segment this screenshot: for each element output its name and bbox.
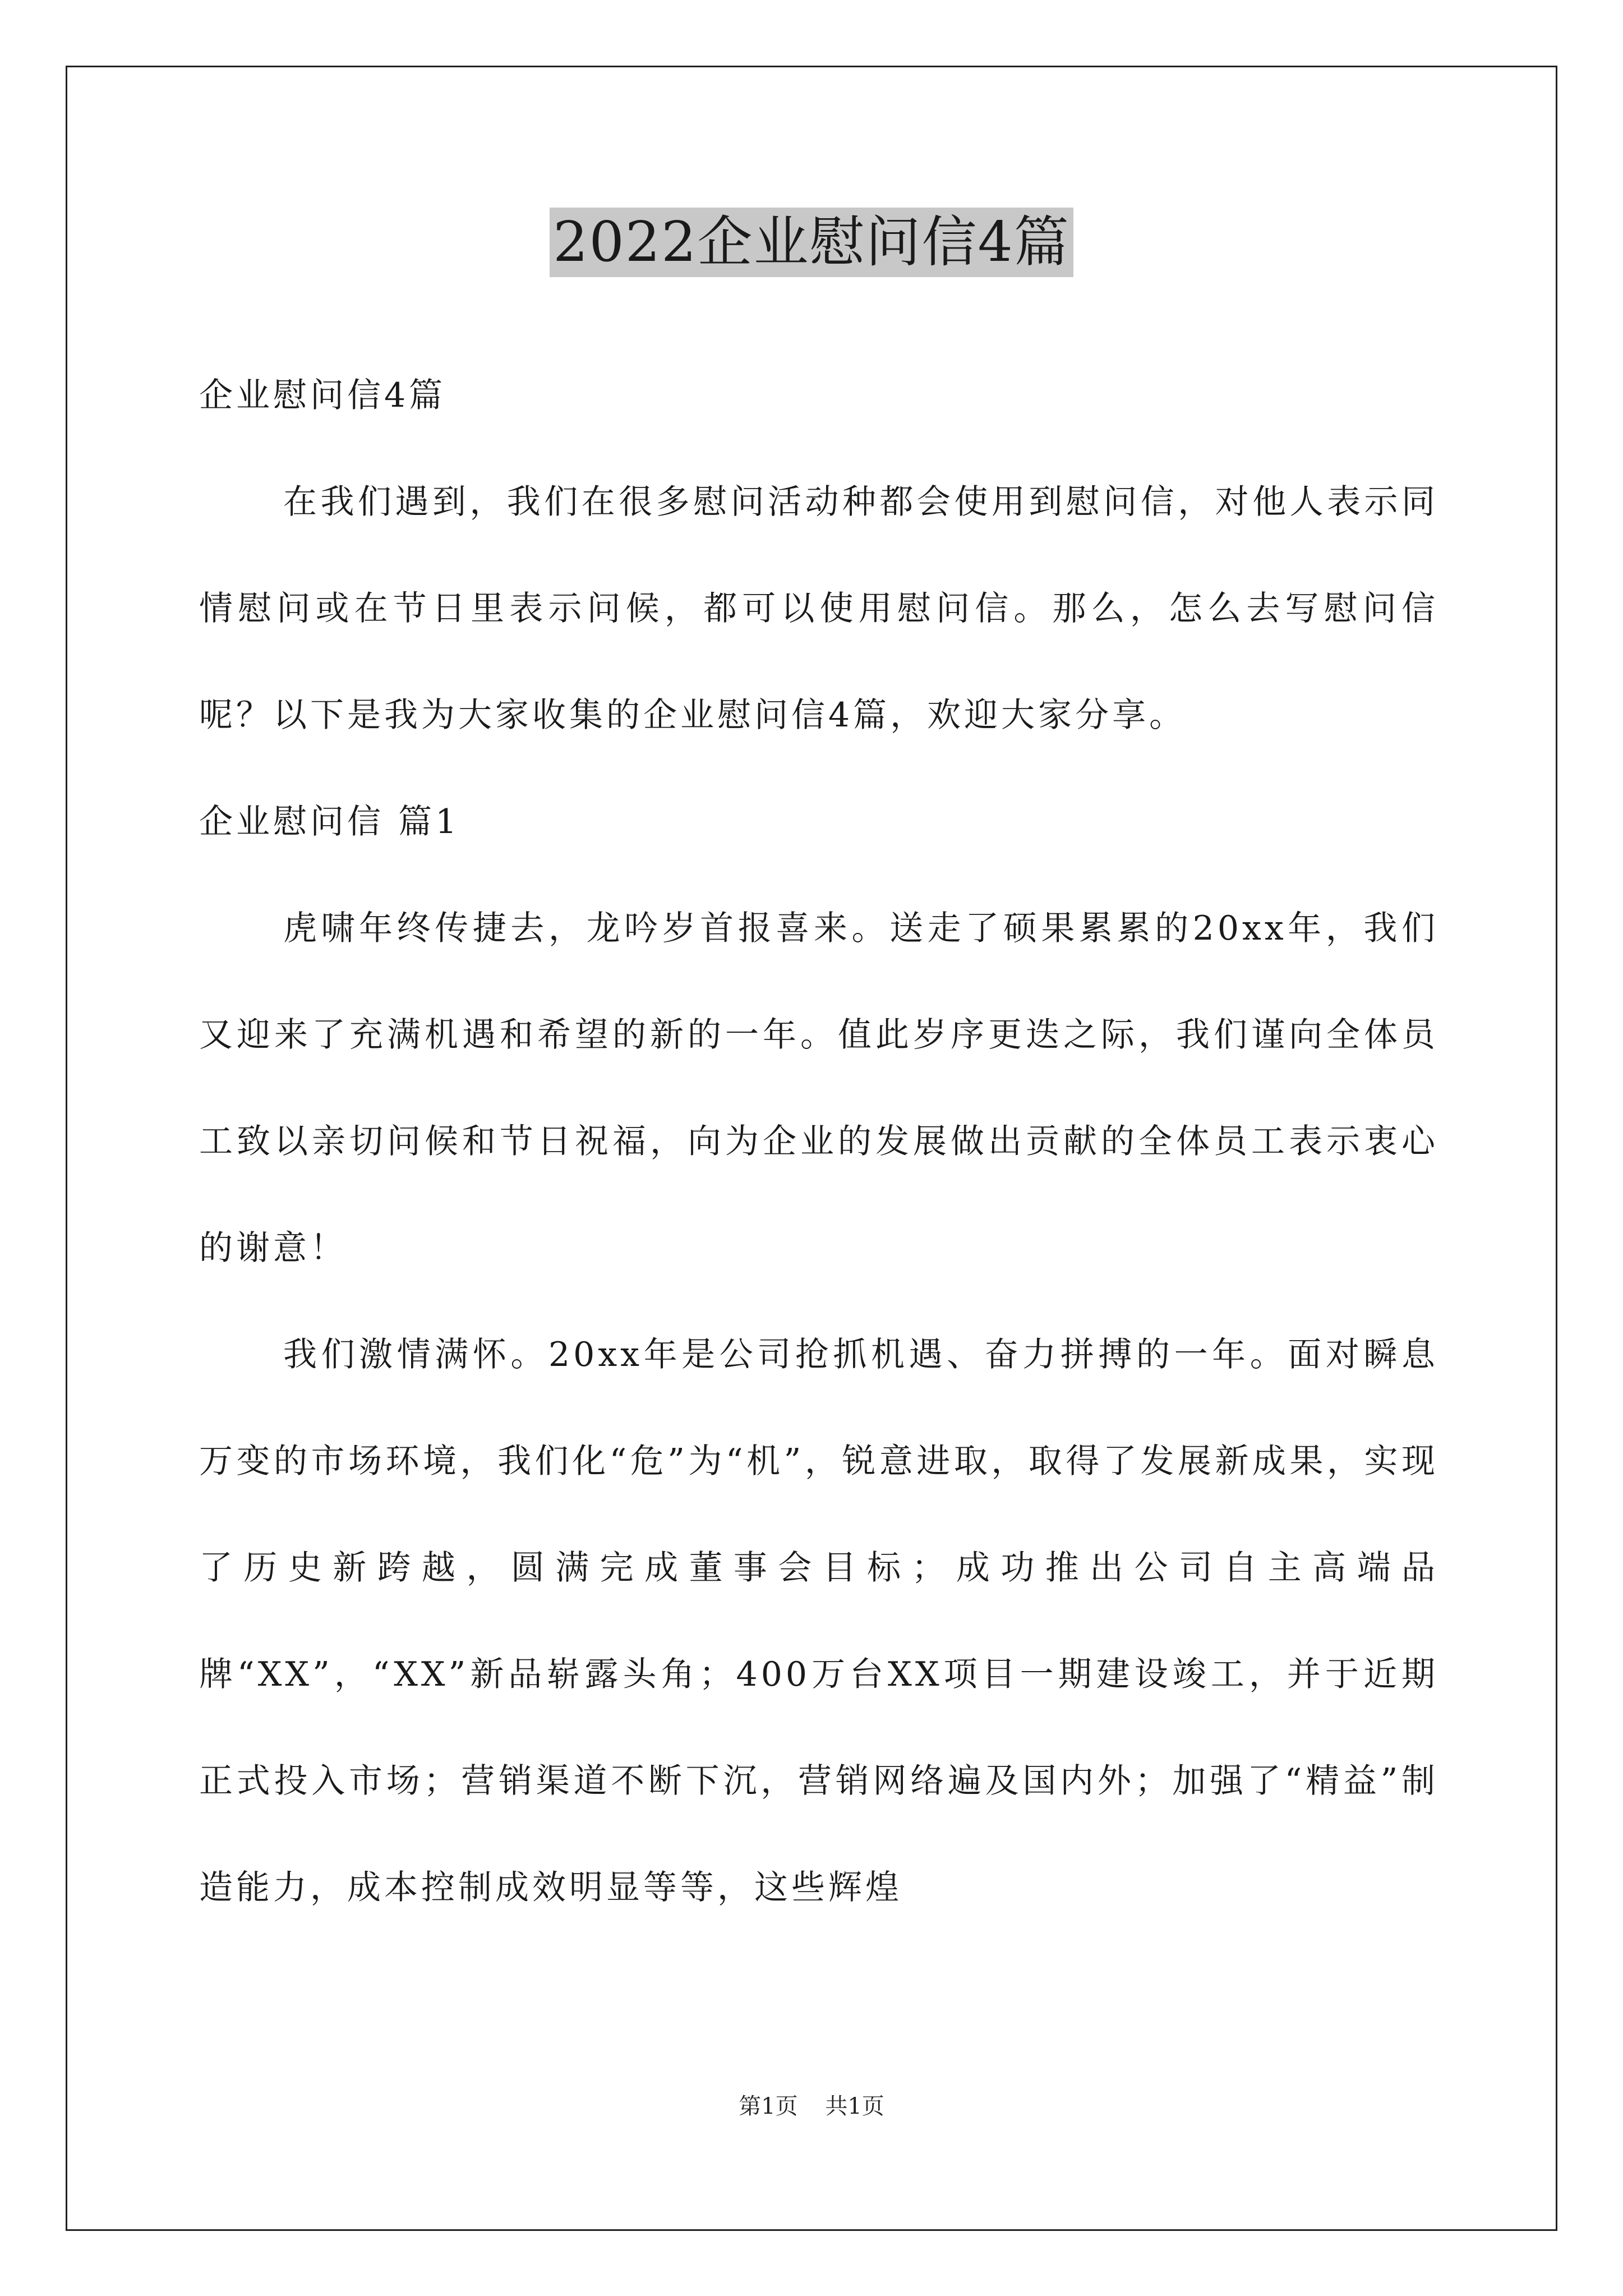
document-body xyxy=(199,342,1438,1941)
page-number: 第1页 xyxy=(739,2093,798,2119)
document-title: 2022企业慰问信4篇 xyxy=(550,208,1073,277)
paragraph-intro: 在我们遇到，我们在很多慰问活动种都会使用到慰问信，对他人表示同情慰问或在节日里表示问候，都可以使用慰问信。那么，怎么去写慰问信呢？以下是我为大家收集的企业慰问信4篇，欢迎大家分享。 xyxy=(199,482,1438,735)
paragraph-subtitle: 企业慰问信4篇 xyxy=(199,376,446,415)
paragraph-body: 虎啸年终传捷去，龙吟岁首报喜来。送走了硕果累累的20xx年，我们又迎来了充满机遇和希望的新的一年。值此岁序更迭之际，我们谨向全体员工致以亲切问候和节日祝福，向为企业的发展做出贡献的全体员工表示衷心的谢意！ xyxy=(199,909,1438,1268)
page-total: 共1页 xyxy=(825,2093,884,2119)
section-heading: 企业慰问信 篇1 xyxy=(199,802,460,841)
paragraph-body: 我们激情满怀。20xx年是公司抢抓机遇、奋力拼搏的一年。面对瞬息万变的市场环境，我们化“危”为“机”，锐意进取，取得了发展新成果，实现了历史新跨越，圆满完成董事会目标；成功推出公司自主高端品牌“XX”，“XX”新品崭露头角；400万台XX项目一期建设竣工，并于近期正式投入市场；营销渠道不断下沉，营销网络遍及国内外；加强了“精益”制造能力，成本控制成效明显等等，这些辉煌 xyxy=(199,1335,1438,1907)
title-container xyxy=(0,208,1623,277)
page-footer xyxy=(0,2090,1623,2123)
